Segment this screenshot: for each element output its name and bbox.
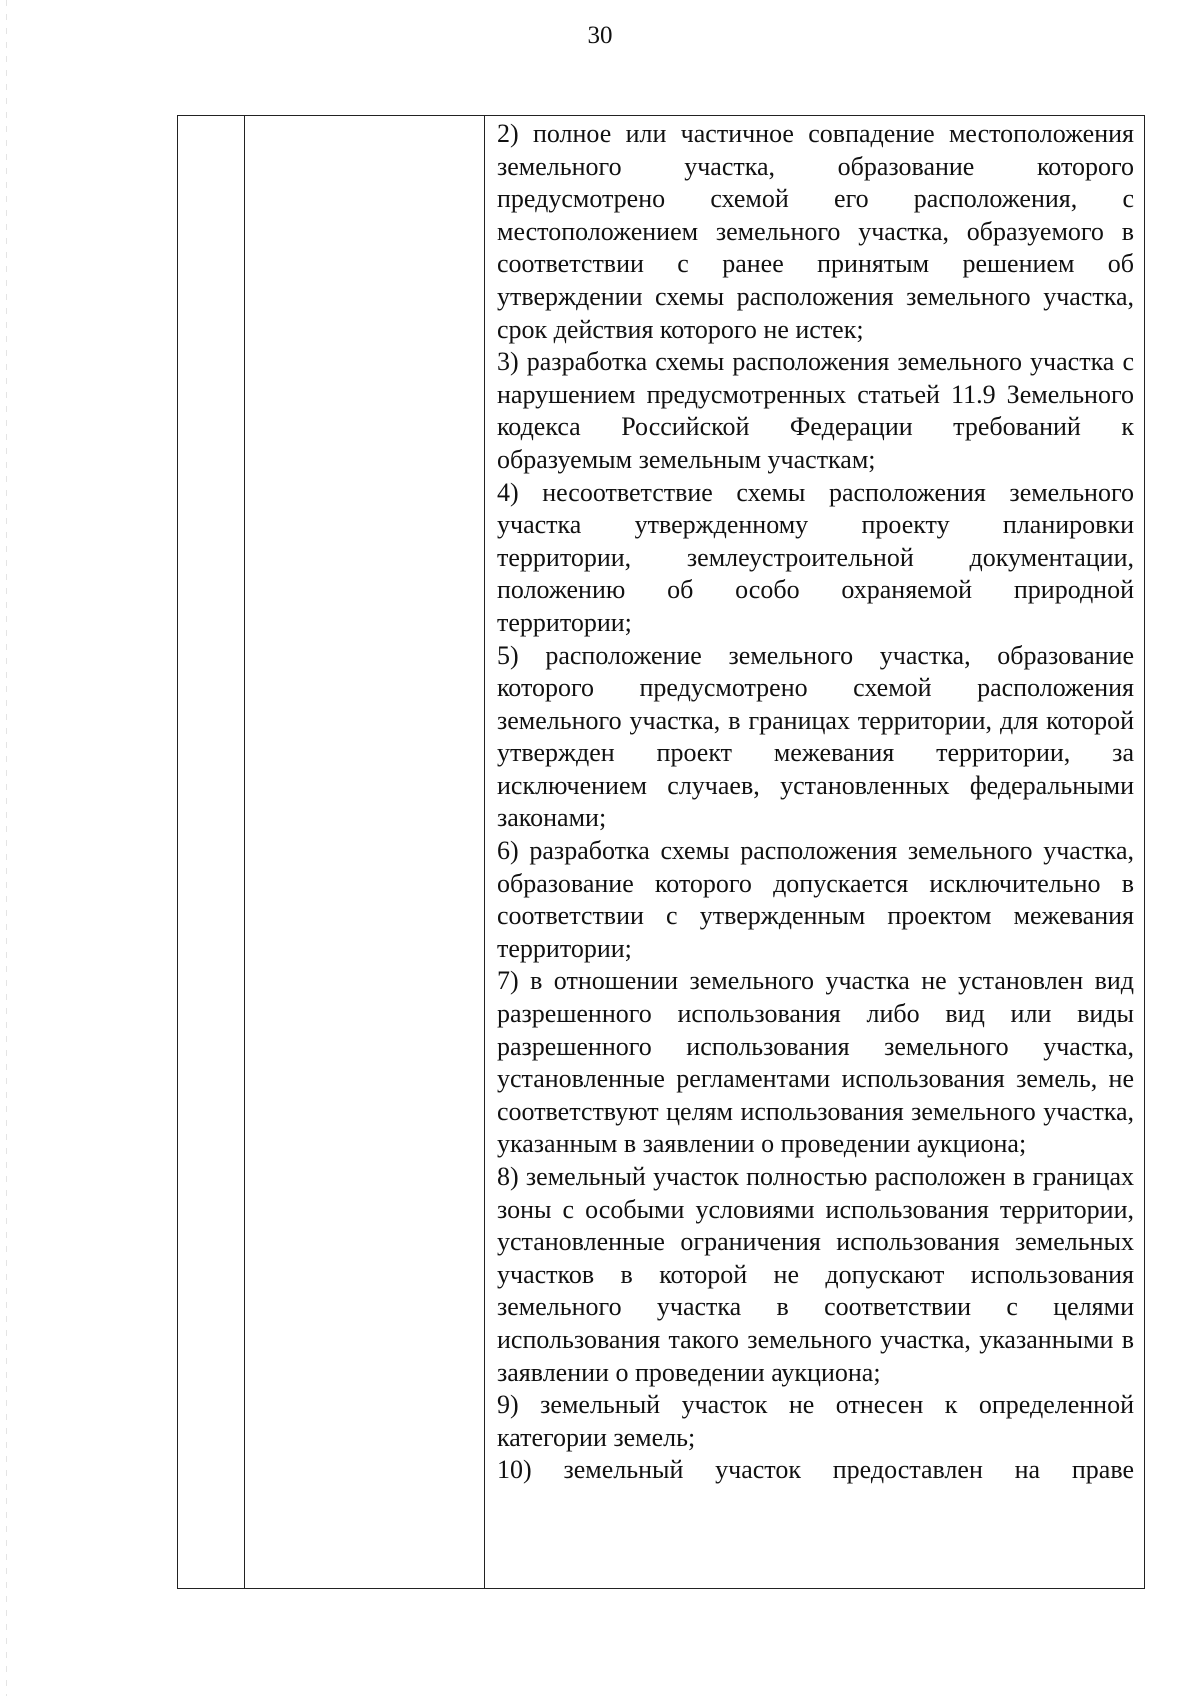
table-column-name: [245, 116, 485, 1588]
list-item-4: 4) несоответствие схемы расположения земельного участка утвержденному проекту планировки территории, землеустроительной документации, положению об особо охраняемой природной территории;: [497, 477, 1134, 637]
table-column-grounds: [485, 116, 1144, 1588]
list-item-8: 8) земельный участок полностью расположен в границах зоны с особыми условиями использования территории, установленные ограничения использования земельных участков в которой не допускают использования земельного участка в соответствии с целями использования такого земельного участка, указанными в заявлении о проведении аукциона;: [497, 1162, 1134, 1387]
list-item-2: 2) полное или частичное совпадение местоположения земельного участка, образование которого предусмотрено схемой его расположения, с местоположением земельного участка, образуемого в соответствии с ранее принятым решением об утверждении схемы расположения земельного участка, срок действия которого не истек;: [497, 119, 1134, 344]
page-number: 30: [587, 22, 613, 49]
list-item-9: 9) земельный участок не отнесен к определенной категории земель;: [497, 1390, 1134, 1452]
list-item-6: 6) разработка схемы расположения земельного участка, образование которого допускается исключительно в соответствии с утвержденным проектом межевания территории;: [497, 836, 1134, 963]
list-item-7: 7) в отношении земельного участка не установлен вид разрешенного использования либо вид или виды разрешенного использования земельного участка, установленные регламентами использования земель, не соответствуют целям использования земельного участка, указанным в заявлении о проведении аукциона;: [497, 966, 1134, 1159]
list-item-10: 10) земельный участок предоставлен на праве: [497, 1455, 1134, 1485]
scan-edge-mark: [6, 0, 7, 1696]
document-table: [177, 115, 1145, 1589]
list-item-5: 5) расположение земельного участка, образование которого предусмотрено схемой расположения земельного участка, в границах территории, для которой утвержден проект межевания территории, за исключением случаев, установленных федеральными законами;: [497, 640, 1134, 833]
list-item-3: 3) разработка схемы расположения земельного участка с нарушением предусмотренных статьей 11.9 Земельного кодекса Российской Федерации требований к образуемым земельным участкам;: [497, 347, 1134, 474]
table-column-number: [178, 116, 245, 1588]
